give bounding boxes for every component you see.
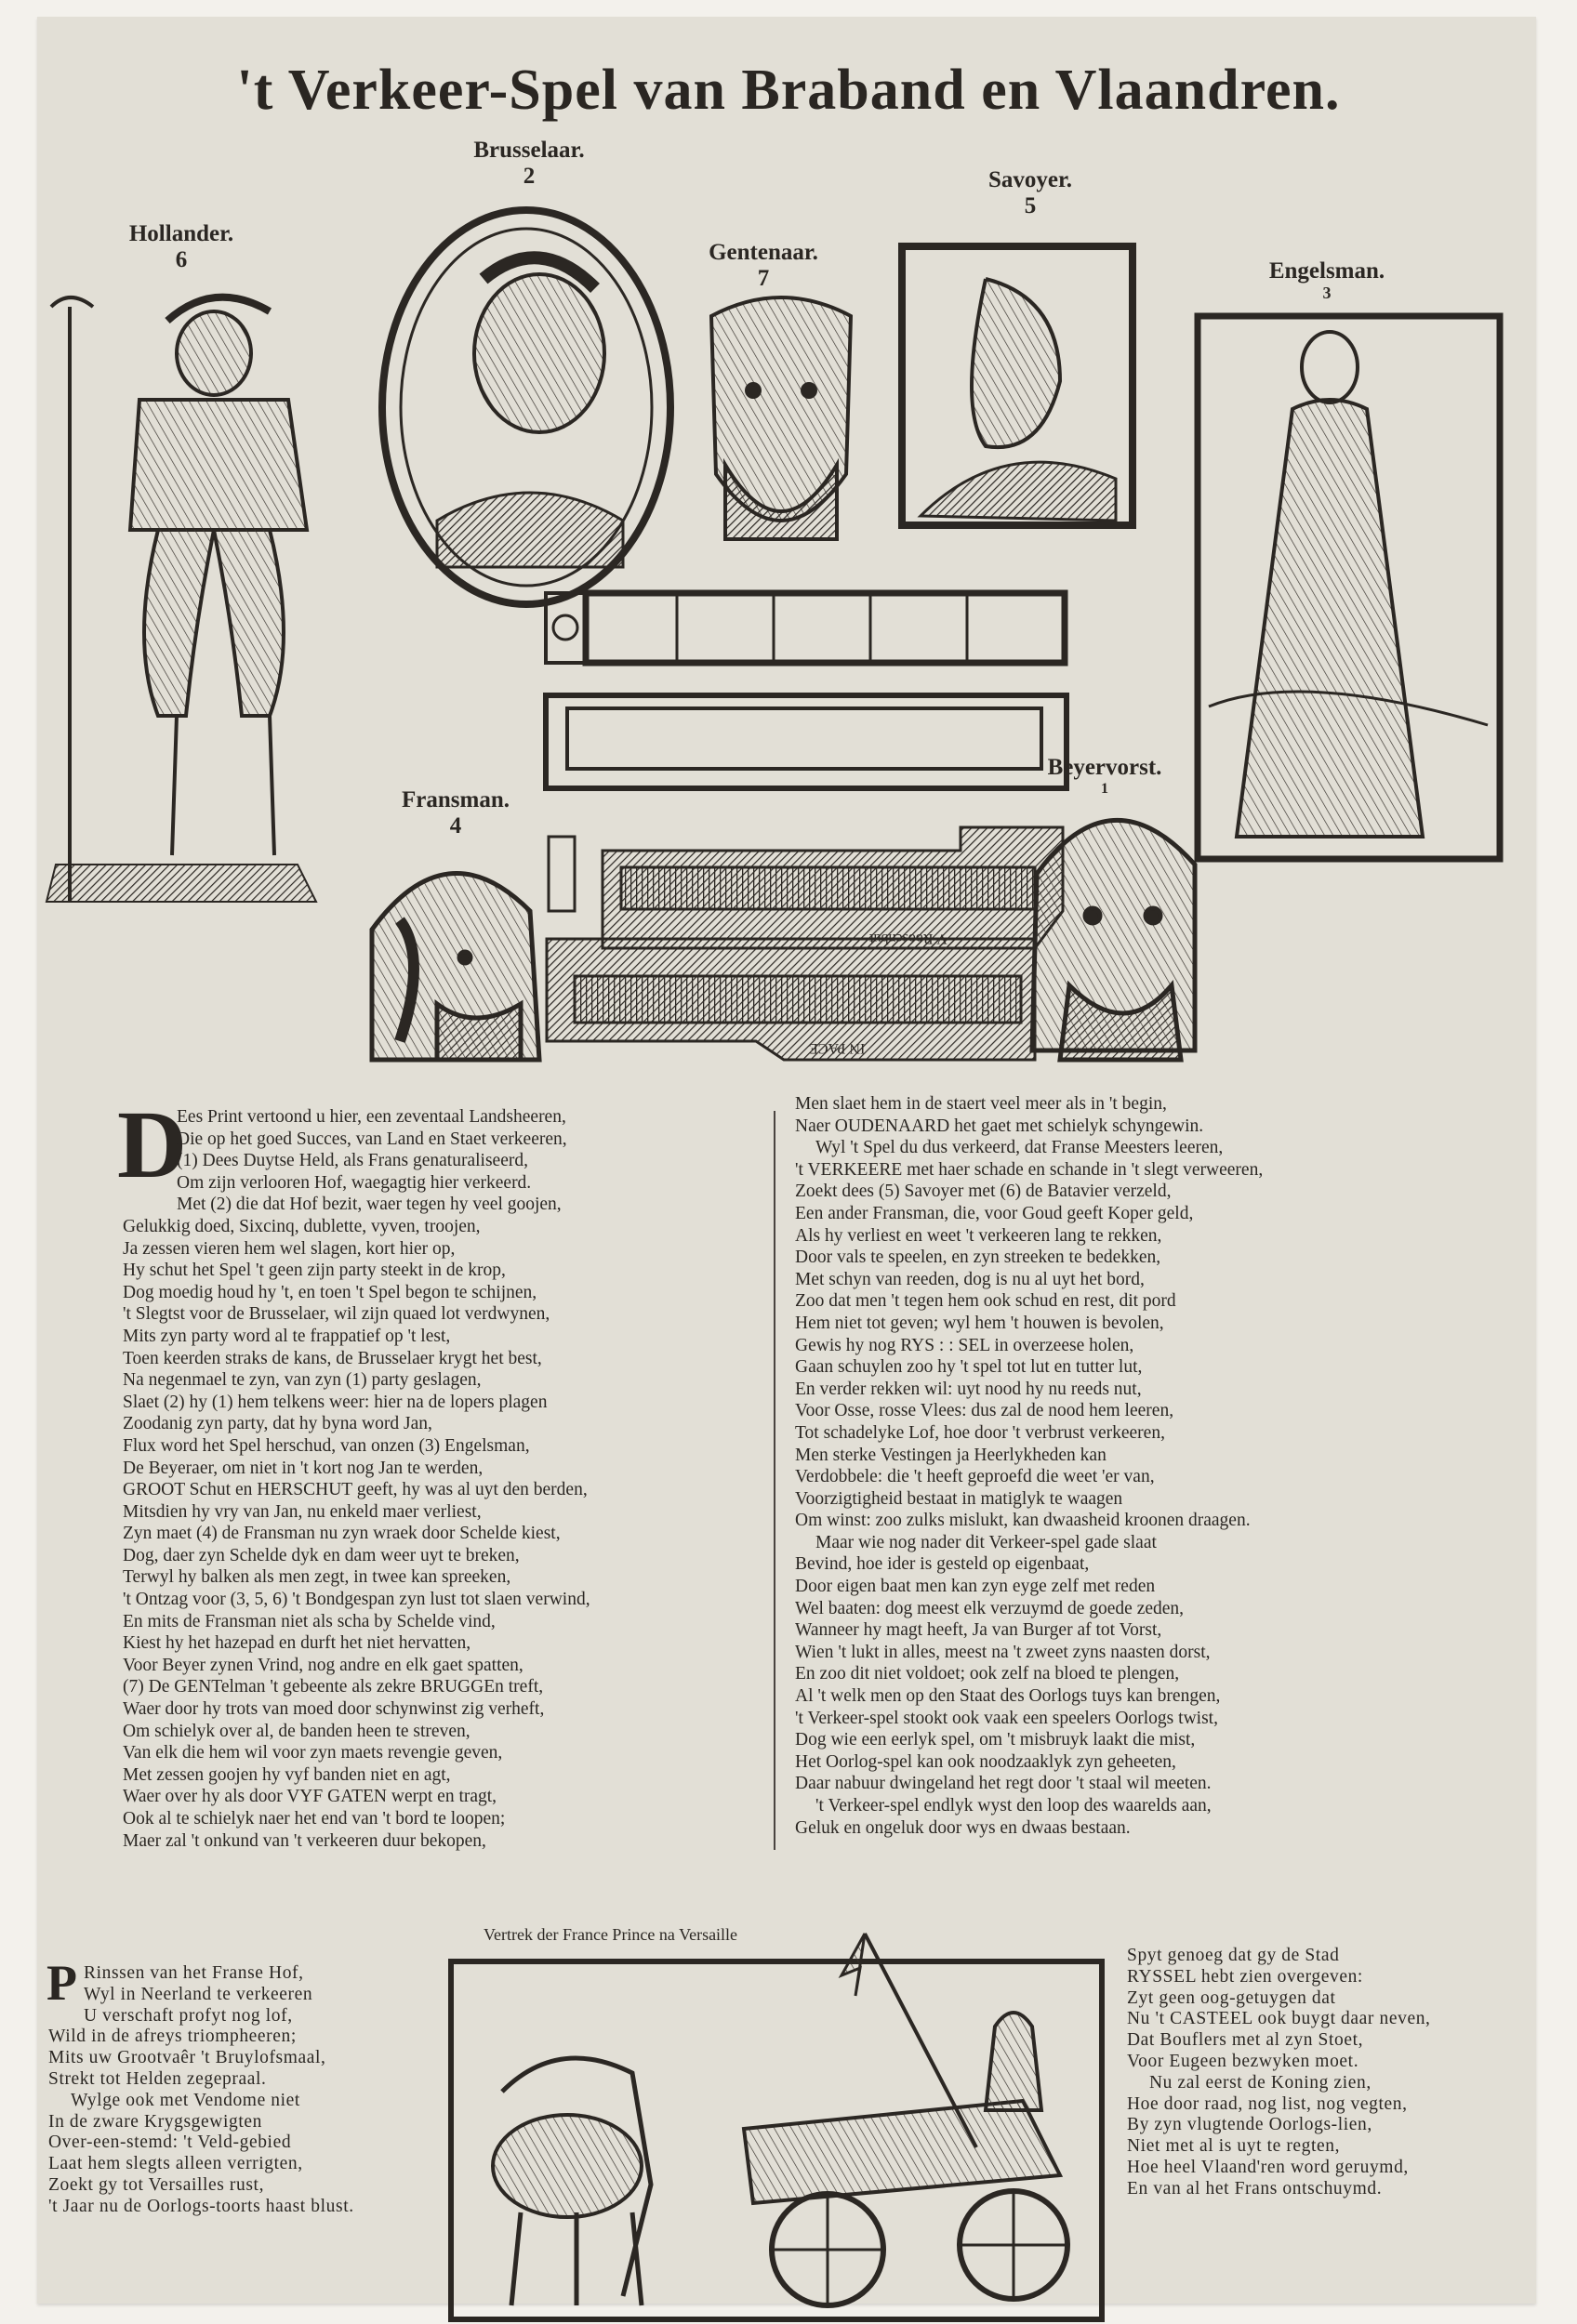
brusselaar-portrait [382,210,670,604]
portrait-name: Hollander. [128,221,234,246]
board-label-upper: V Roosenbut [869,931,948,946]
poem-line: Zoodanig zyn party, dat hy byna word Jan, [123,1414,432,1434]
poem-line: En verder rekken wil: uyt nood hy nu reeds nut, [795,1379,1142,1399]
poem-line: RYSSEL hebt zien overgeven: [1127,1966,1363,1987]
poem-line: Zoo dat men 't tegen hem ook schud en rest, dit pord [795,1291,1176,1312]
poem-line: Dog, daer zyn Schelde dyk en dam weer uyt te breken, [123,1545,520,1565]
poem-line: Maer zal 't onkund van 't verkeeren duur bekopen, [123,1830,486,1851]
poem-line: Wyl 't Spel du dus verkeerd, dat Franse Meesters leeren, [815,1138,1224,1158]
portrait-name: Beyervorst. [1047,755,1162,780]
poem-line: Ook al te schielyk naer het end van 't bord te loopen; [123,1809,506,1829]
poem-line: Wanneer hy magt heeft, Ja van Burger af tot Vorst, [795,1620,1162,1641]
poem-line: 't Verkeer-spel stookt ook vaak een speelers Oorlogs twist, [795,1708,1218,1728]
poem-line: 't Verkeer-spel endlyk wyst den loop des waarelds aan, [815,1796,1212,1816]
poem-line: 't Ontzag voor (3, 5, 6) 't Bondgespan zyn lust tot slaen verwind, [123,1590,590,1610]
poem-line: Nu 't CASTEEL ook buygt daar neven, [1127,2009,1431,2029]
poem-line: U verschaft profyt nog lof, [84,2005,293,2026]
portrait-number: 5 [1024,192,1037,218]
poem-line: Ees Print vertoond u hier, een zeventaal Landsheeren, [177,1107,566,1127]
portrait-number: 7 [757,265,770,291]
poem-line: GROOT Schut en HERSCHUT geeft, hy was al uyt den berden, [123,1480,588,1500]
poem-line: Zyn maet (4) de Fransman nu zyn wraek door Schelde kiest, [123,1524,561,1544]
game-board-lower [547,827,1063,1060]
poem-line: Waer door hy trots van moed door schynwinst zig verheft, [123,1699,545,1720]
poem-line: Hem niet tot geven; wyl hem 't houwen is bevolen, [795,1313,1164,1333]
poem-line: Het Oorlog-spel kan ook noodzaaklyk zyn geheeten, [795,1751,1176,1772]
portrait-name: Brusselaar. [473,138,585,163]
poem-line: Om zijn verlooren Hof, waegagtig hier verkeerd. [177,1172,532,1193]
poem-line: Kiest hy het hazepad en durft het niet hervatten, [123,1633,471,1654]
portrait-label-brusselaar [473,138,584,189]
poem-line: Maar wie nog nader dit Verkeer-spel gade slaat [815,1532,1157,1552]
poem-line: Met zessen goojen hy vyf banden niet en agt, [123,1764,451,1785]
poem-line: Rinssen van het Franse Hof, [84,1963,304,1983]
poem-line: Over-een-stemd: 't Veld-gebied [48,2133,292,2153]
poem-line: Naer OUDENAARD het gaet met schielyk schyngewin. [795,1116,1204,1136]
poem-line: Spyt genoeg dat gy de Stad [1127,1946,1340,1965]
portrait-label-engelsman [1269,258,1385,302]
poem-line: Met schyn van reeden, dog is nu al uyt het bord, [795,1269,1145,1289]
page-title: 't Verkeer-Spel van Braband en Vlaandren. [236,59,1341,122]
poem-line: Gewis hy nog RYS : : SEL in overzeese holen, [795,1335,1134,1355]
poem-line: Om schielyk over al, de banden heen te streven, [123,1721,470,1741]
poem-line: Verdobbele: die 't heeft geproefd die weet 'er van, [795,1467,1155,1487]
portrait-number: 6 [175,246,188,272]
poem-line: Voorzigtigheid bestaat in matiglyk te waagen [795,1488,1123,1509]
coach-illustration [451,1934,1102,2319]
poem-line: Na negenmael te zyn, van zyn (1) party geslagen, [123,1370,482,1391]
poem-line: Flux word het Spel herschud, van onzen (3) Engelsman, [123,1435,530,1456]
poem-line: Mits zyn party word al te frappatief op 't lest, [123,1326,451,1346]
poem-line: 't Slegtst voor de Brusselaer, wil zijn quaed lot verdwynen, [123,1304,550,1325]
portrait-number: 1 [1101,780,1108,797]
poem-line: Gaan schuylen zoo hy 't spel tot lut en tutter lut, [795,1357,1143,1378]
poem-line: De Beyeraer, om niet in 't kort nog Jan te werden, [123,1458,484,1478]
poem-line: En zoo dit niet voldoet; ook zelf na bloed te plengen, [795,1664,1180,1684]
poem-line: Dat Bouflers met al zyn Stoet, [1127,2030,1364,2051]
poem-line: Toen keerden straks de kans, de Brusselaer krygt het best, [123,1348,542,1368]
poem-line: Men slaet hem in de staert veel meer als in 't begin, [795,1094,1167,1114]
column-divider [774,1111,775,1850]
poem-line: Een ander Fransman, die, voor Goud geeft Koper geld, [795,1203,1194,1223]
hollander-portrait [46,297,316,902]
poem-line: Gelukkig doed, Sixcinq, dublette, vyven, troojen, [123,1216,481,1236]
portrait-name: Savoyer. [987,167,1073,192]
bottom-left-poem [48,1963,354,2218]
poem-line: Zoekt dees (5) Savoyer met (6) de Batavier verzeld, [795,1182,1172,1202]
poem-line: Mits uw Grootvaêr 't Bruylofsmaal, [48,2048,326,2068]
portrait-label-hollander [129,221,233,272]
game-board-upper [546,593,1067,788]
poem-line: Geluk en ongeluk door wys en dwaas bestaan. [795,1817,1131,1838]
poem-line: Voor Osse, rosse Vlees: dus zal de nood hem leeren, [795,1401,1174,1421]
poem-line: Om winst: zoo zulks mislukt, kan dwaasheid kroonen draagen. [795,1511,1251,1531]
gentenaar-portrait [711,297,851,539]
portrait-number: 2 [523,163,536,189]
poem-line: Wyl in Neerland te verkeeren [84,1984,313,2004]
poem-line: Wylge ook met Vendome niet [71,2090,300,2110]
poem-line: Voor Beyer zynen Vrind, nog andre en elk gaet spatten, [123,1655,523,1675]
poem-line: Door vals te speelen, en zyn streeken te bedekken, [795,1248,1161,1268]
illustration-caption: Vertrek der France Prince na Versaille [484,1925,738,1944]
savoyer-portrait [902,246,1133,525]
poem-left-column [123,1106,590,1852]
bottom-right-poem [1127,1946,1431,2200]
poem-line: Als hy verliest en weet 't verkeeren lang te rekken, [795,1225,1162,1246]
poem-line: Hoe heel Vlaand'ren word geruymd, [1127,2157,1409,2177]
poem-line: Men sterke Vestingen ja Heerlykheden kan [795,1445,1107,1465]
poem-line: Dog wie een eerlyk spel, om 't misbruyk laakt die mist, [795,1730,1196,1750]
poem-line: Slaet (2) hy (1) hem telkens weer: hier na de lopers plagen [123,1392,548,1412]
fransman-portrait [372,874,539,1061]
drop-cap: D [117,1091,188,1198]
poem-line: Wild in de afreys triompheeren; [48,2027,297,2047]
poem-right-column [795,1093,1263,1839]
poem-line: En mits de Fransman niet als scha by Schelde vind, [123,1611,496,1631]
poem-line: Nu zal eerst de Koning zien, [1149,2072,1372,2093]
poem-line: Hoe door raad, nog list, nog vegten, [1127,2093,1408,2114]
poem-line: Laat hem slegts alleen verrigten, [48,2154,303,2174]
poem-line: Bevind, hoe ider is gesteld op eigenbaat, [795,1554,1090,1575]
poem-line: Van elk die hem wil voor zyn maets revengie geven, [123,1743,503,1763]
portrait-label-gentenaar [709,240,818,291]
poem-line: Die op het goed Succes, van Land en Staet verkeeren, [177,1129,567,1149]
poem-line: (1) Dees Duytse Held, als Frans genaturaliseerd, [177,1151,528,1171]
portrait-label-savoyer [988,167,1072,218]
portrait-number: 3 [1322,283,1332,302]
portrait-name: Fransman. [402,787,510,812]
poem-line: In de zware Krygsgewigten [48,2111,262,2132]
portrait-name: Gentenaar. [709,240,818,265]
poem-line: Terwyl hy balken als men zegt, in twee kan spreeken, [123,1567,511,1588]
poem-line: Met (2) die dat Hof bezit, waer tegen hy veel goojen, [177,1195,562,1215]
poem-line: Tot schadelyke Lof, hoe door 't verbrust verkeeren, [795,1422,1165,1443]
poem-line: Door eigen baat men kan zyn eyge zelf met reden [795,1577,1156,1597]
poem-line: En van al het Frans ontschuymd. [1127,2178,1383,2199]
poem-line: Zoekt gy tot Versailles rust, [48,2174,265,2195]
poem-line: Mitsdien hy vry van Jan, nu enkeld maer verliest, [123,1501,482,1522]
poem-line: Al 't welk men op den Staat des Oorlogs tuys kan brengen, [795,1686,1221,1707]
poem-line: Waer over hy als door VYF GATEN werpt en tragt, [123,1787,497,1807]
poem-line: Wien 't lukt in alles, meest na 't zweet zyns naasten dorst, [795,1642,1211,1662]
portrait-label-fransman [402,787,510,838]
poem-line: By zyn vlugtende Oorlogs-lien, [1127,2115,1372,2135]
board-label-lower: IN PACE [809,1040,866,1056]
poem-line: 't Jaar nu de Oorlogs-toorts haast blust. [48,2196,354,2216]
drop-cap-p: P [46,1955,77,2011]
poem-line: (7) De GENTelman 't gebeente als zekre BRUGGEn treft, [123,1677,544,1697]
poem-line: Voor Eugeen bezwyken moet. [1127,2051,1359,2071]
poem-line: Zyt geen oog-getuygen dat [1127,1987,1336,2008]
poem-line: Strekt tot Helden zegepraal. [48,2068,267,2089]
poem-line: Dog moedig houd hy 't, en toen 't Spel begon te schijnen, [123,1282,537,1302]
beyervorst-portrait [1032,820,1195,1060]
poem-line: Hy schut het Spel 't geen zijn party steekt in de krop, [123,1261,506,1281]
poem-line: Niet met al is uyt te regten, [1127,2136,1341,2157]
poem-line: Wel baaten: dog meest elk verzuymd de goede zeden, [795,1598,1185,1618]
engelsman-portrait [1198,316,1500,859]
portrait-label-beyervorst [1048,755,1162,797]
portrait-name: Engelsman. [1268,258,1385,284]
poem-line: Ja zessen vieren hem wel slagen, kort hier op, [123,1238,456,1259]
poem-line: Daar nabuur dwingeland het regt door 't staal wil meeten. [795,1774,1212,1794]
poem-line: 't VERKEERE met haer schade en schande in 't slegt verweeren, [795,1159,1264,1180]
portrait-number: 4 [449,812,462,838]
